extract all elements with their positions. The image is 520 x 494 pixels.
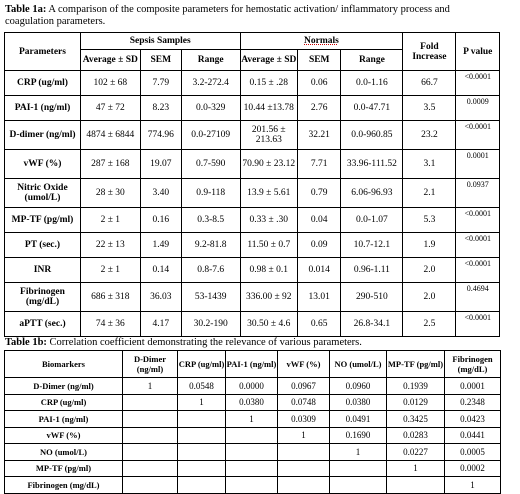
table-1b bbox=[4, 350, 501, 494]
correlation-cell bbox=[226, 460, 278, 477]
fold-increase-cell: 2.5 bbox=[403, 312, 456, 337]
correlation-cell bbox=[178, 477, 226, 494]
parameter-cell: CRP (ug/ml) bbox=[5, 71, 81, 96]
table-row bbox=[5, 444, 501, 461]
sepsis-sem-cell: 1.49 bbox=[140, 233, 181, 258]
sepsis-average-cell: 2 ± 1 bbox=[80, 208, 140, 233]
correlation-cell bbox=[330, 460, 387, 477]
p-value-cell: <0.0001 bbox=[456, 233, 500, 258]
biomarker-name-cell: CRP (ug/ml) bbox=[5, 394, 123, 411]
fold-increase-cell: 66.7 bbox=[403, 71, 456, 96]
correlation-cell bbox=[123, 394, 178, 411]
correlation-cell bbox=[178, 460, 226, 477]
correlation-cell bbox=[123, 411, 178, 428]
correlation-cell bbox=[178, 427, 226, 444]
table-1a-caption-text: A comparison of the composite parameters for hemostatic activation/ inflammatory process and coagulation parameters. bbox=[5, 4, 450, 27]
p-value-cell: <0.0001 bbox=[456, 121, 500, 150]
correlation-cell: 0.3425 bbox=[387, 411, 445, 428]
normals-average-cell: 0.33 ± .30 bbox=[240, 208, 298, 233]
normals-sem-cell: 32.21 bbox=[298, 121, 341, 150]
normals-sem-cell: 0.79 bbox=[298, 179, 341, 208]
table-row bbox=[5, 96, 500, 121]
correlation-cell: 0.0380 bbox=[226, 394, 278, 411]
correlation-cell bbox=[226, 477, 278, 494]
column-header: D-Dimer (ng/ml) bbox=[123, 351, 178, 378]
correlation-cell: 0.0380 bbox=[330, 394, 387, 411]
sepsis-range-cell: 0.0-329 bbox=[181, 96, 240, 121]
table-1b-caption-text: Correlation coefficient demonstrating the relevance of various parameters. bbox=[46, 337, 362, 348]
normals-sem-cell: 0.09 bbox=[298, 233, 341, 258]
column-header: Fibrinogen (mg/dL) bbox=[445, 351, 501, 378]
normals-average-cell: 0.15 ± .28 bbox=[240, 71, 298, 96]
normals-sem-cell: 2.76 bbox=[298, 96, 341, 121]
table-row bbox=[5, 179, 500, 208]
fold-increase-cell: 2.0 bbox=[403, 283, 456, 312]
parameter-cell: PAI-1 (ng/ml) bbox=[5, 96, 81, 121]
normals-range-cell: 0.0-1.07 bbox=[341, 208, 403, 233]
table-row bbox=[5, 378, 501, 395]
normals-range-cell: 0.0-960.85 bbox=[341, 121, 403, 150]
correlation-cell: 1 bbox=[123, 378, 178, 395]
sepsis-sem-cell: 0.16 bbox=[140, 208, 181, 233]
header-sepsis-samples: Sepsis Samples bbox=[80, 33, 240, 50]
p-value-cell: 0.0009 bbox=[456, 96, 500, 121]
normals-average-cell: 0.98 ± 0.1 bbox=[240, 258, 298, 283]
table-row bbox=[5, 121, 500, 150]
correlation-cell bbox=[123, 477, 178, 494]
correlation-cell bbox=[123, 444, 178, 461]
sepsis-average-cell: 102 ± 68 bbox=[80, 71, 140, 96]
p-value-cell: <0.0001 bbox=[456, 208, 500, 233]
table-1a-caption-label: Table 1a: bbox=[5, 4, 47, 15]
sepsis-average-cell: 686 ± 318 bbox=[80, 283, 140, 312]
normals-average-cell: 70.90 ± 23.12 bbox=[240, 150, 298, 179]
parameter-cell: INR bbox=[5, 258, 81, 283]
header-p-value: P value bbox=[456, 33, 500, 71]
table-row bbox=[5, 208, 500, 233]
correlation-cell bbox=[226, 427, 278, 444]
correlation-cell: 0.0227 bbox=[387, 444, 445, 461]
normals-range-cell: 26.8-34.1 bbox=[341, 312, 403, 337]
normals-sem-cell: 0.014 bbox=[298, 258, 341, 283]
column-header: NO (umol/L) bbox=[330, 351, 387, 378]
normals-average-cell: 10.44 ±13.78 bbox=[240, 96, 298, 121]
header-fold-increase: Fold Increase bbox=[403, 33, 456, 71]
header-normals bbox=[240, 33, 403, 50]
correlation-cell: 1 bbox=[226, 411, 278, 428]
fold-increase-cell: 2.1 bbox=[403, 179, 456, 208]
biomarker-name-cell: PAI-1 (ng/ml) bbox=[5, 411, 123, 428]
biomarker-name-cell: vWF (%) bbox=[5, 427, 123, 444]
correlation-cell: 0.2348 bbox=[445, 394, 501, 411]
header-normals-sem: SEM bbox=[298, 50, 341, 71]
fold-increase-cell: 23.2 bbox=[403, 121, 456, 150]
correlation-cell: 1 bbox=[387, 460, 445, 477]
normals-range-cell: 0.0-47.71 bbox=[341, 96, 403, 121]
table-row bbox=[5, 427, 501, 444]
sepsis-sem-cell: 4.17 bbox=[140, 312, 181, 337]
correlation-cell: 0.1690 bbox=[330, 427, 387, 444]
normals-sem-cell: 0.06 bbox=[298, 71, 341, 96]
header-sepsis-sem: SEM bbox=[140, 50, 181, 71]
header-normals-text: Normals bbox=[304, 36, 339, 46]
correlation-cell: 0.0309 bbox=[278, 411, 330, 428]
table-row bbox=[5, 460, 501, 477]
normals-range-cell: 0.96-1.11 bbox=[341, 258, 403, 283]
header-parameters: Parameters bbox=[5, 33, 81, 71]
parameter-cell: vWF (%) bbox=[5, 150, 81, 179]
header-row bbox=[5, 351, 501, 378]
parameter-cell: D-dimer (ng/ml) bbox=[5, 121, 81, 150]
correlation-cell bbox=[278, 477, 330, 494]
correlation-cell bbox=[123, 427, 178, 444]
sepsis-range-cell: 9.2-81.8 bbox=[181, 233, 240, 258]
sepsis-range-cell: 0.3-8.5 bbox=[181, 208, 240, 233]
correlation-cell bbox=[278, 460, 330, 477]
correlation-cell: 0.0967 bbox=[278, 378, 330, 395]
correlation-cell: 0.0002 bbox=[445, 460, 501, 477]
p-value-cell: 0.0937 bbox=[456, 179, 500, 208]
p-value-cell: <0.0001 bbox=[456, 312, 500, 337]
sepsis-sem-cell: 774.96 bbox=[140, 121, 181, 150]
table-1b-caption bbox=[5, 337, 505, 349]
normals-sem-cell: 13.01 bbox=[298, 283, 341, 312]
header-sepsis-range: Range bbox=[181, 50, 240, 71]
normals-range-cell: 290-510 bbox=[341, 283, 403, 312]
sepsis-average-cell: 28 ± 30 bbox=[80, 179, 140, 208]
correlation-cell: 0.0005 bbox=[445, 444, 501, 461]
fold-increase-cell: 2.0 bbox=[403, 258, 456, 283]
correlation-cell bbox=[226, 444, 278, 461]
table-row bbox=[5, 411, 501, 428]
sepsis-sem-cell: 0.14 bbox=[140, 258, 181, 283]
correlation-cell: 0.1939 bbox=[387, 378, 445, 395]
table-row bbox=[5, 394, 501, 411]
sepsis-sem-cell: 8.23 bbox=[140, 96, 181, 121]
correlation-cell: 0.0129 bbox=[387, 394, 445, 411]
sepsis-sem-cell: 36.03 bbox=[140, 283, 181, 312]
fold-increase-cell: 3.5 bbox=[403, 96, 456, 121]
parameter-cell: PT (sec.) bbox=[5, 233, 81, 258]
normals-average-cell: 201.56 ± 213.63 bbox=[240, 121, 298, 150]
correlation-cell bbox=[387, 477, 445, 494]
p-value-cell: 0.4694 bbox=[456, 283, 500, 312]
normals-range-cell: 6.06-96.93 bbox=[341, 179, 403, 208]
fold-increase-cell: 3.1 bbox=[403, 150, 456, 179]
correlation-cell: 0.0000 bbox=[226, 378, 278, 395]
correlation-cell: 0.0491 bbox=[330, 411, 387, 428]
normals-sem-cell: 7.71 bbox=[298, 150, 341, 179]
biomarker-name-cell: Fibrinogen (mg/dL) bbox=[5, 477, 123, 494]
correlation-cell: 0.0960 bbox=[330, 378, 387, 395]
table-row bbox=[5, 312, 500, 337]
correlation-cell bbox=[278, 444, 330, 461]
column-header: MP-TF (pg/ml) bbox=[387, 351, 445, 378]
table-1a bbox=[4, 32, 500, 337]
p-value-cell: 0.0001 bbox=[456, 150, 500, 179]
normals-average-cell: 336.00 ± 92 bbox=[240, 283, 298, 312]
correlation-cell: 0.0748 bbox=[278, 394, 330, 411]
header-normals-average-sd: Average ± SD bbox=[240, 50, 298, 71]
parameter-cell: MP-TF (pg/ml) bbox=[5, 208, 81, 233]
column-header: vWF (%) bbox=[278, 351, 330, 378]
parameter-cell: aPTT (sec.) bbox=[5, 312, 81, 337]
normals-average-cell: 11.50 ± 0.7 bbox=[240, 233, 298, 258]
p-value-cell: <0.0001 bbox=[456, 71, 500, 96]
header-biomarkers: Biomarkers bbox=[5, 351, 123, 378]
parameter-cell: Fibrinogen (mg/dL) bbox=[5, 283, 81, 312]
correlation-cell bbox=[123, 460, 178, 477]
correlation-cell bbox=[178, 411, 226, 428]
table-row bbox=[5, 258, 500, 283]
normals-range-cell: 0.0-1.16 bbox=[341, 71, 403, 96]
sepsis-average-cell: 287 ± 168 bbox=[80, 150, 140, 179]
correlation-cell: 0.0001 bbox=[445, 378, 501, 395]
header-sepsis-average-sd: Average ± SD bbox=[80, 50, 140, 71]
sepsis-range-cell: 30.2-190 bbox=[181, 312, 240, 337]
biomarker-name-cell: D-Dimer (ng/ml) bbox=[5, 378, 123, 395]
normals-sem-cell: 0.04 bbox=[298, 208, 341, 233]
normals-range-cell: 33.96-111.52 bbox=[341, 150, 403, 179]
table-1a-caption bbox=[5, 4, 500, 28]
correlation-cell: 1 bbox=[178, 394, 226, 411]
biomarker-name-cell: MP-TF (pg/ml) bbox=[5, 460, 123, 477]
correlation-cell: 1 bbox=[278, 427, 330, 444]
table-row bbox=[5, 150, 500, 179]
header-normals-range: Range bbox=[341, 50, 403, 71]
column-header: PAI-1 (ng/ml) bbox=[226, 351, 278, 378]
table-row bbox=[5, 233, 500, 258]
correlation-cell: 1 bbox=[445, 477, 501, 494]
sepsis-range-cell: 53-1439 bbox=[181, 283, 240, 312]
correlation-cell: 0.0548 bbox=[178, 378, 226, 395]
correlation-cell: 0.0441 bbox=[445, 427, 501, 444]
correlation-cell: 1 bbox=[330, 444, 387, 461]
sepsis-range-cell: 0.9-118 bbox=[181, 179, 240, 208]
sepsis-sem-cell: 7.79 bbox=[140, 71, 181, 96]
p-value-cell: <0.0001 bbox=[456, 258, 500, 283]
normals-average-cell: 30.50 ± 4.6 bbox=[240, 312, 298, 337]
sepsis-average-cell: 4874 ± 6844 bbox=[80, 121, 140, 150]
fold-increase-cell: 5.3 bbox=[403, 208, 456, 233]
sepsis-average-cell: 22 ± 13 bbox=[80, 233, 140, 258]
parameter-cell: Nitric Oxide (umol/L) bbox=[5, 179, 81, 208]
table-row bbox=[5, 283, 500, 312]
sepsis-sem-cell: 3.40 bbox=[140, 179, 181, 208]
correlation-cell bbox=[330, 477, 387, 494]
sepsis-sem-cell: 19.07 bbox=[140, 150, 181, 179]
correlation-cell bbox=[178, 444, 226, 461]
sepsis-range-cell: 0.7-590 bbox=[181, 150, 240, 179]
sepsis-range-cell: 0.0-27109 bbox=[181, 121, 240, 150]
table-1b-caption-label: Table 1b: bbox=[5, 337, 47, 348]
table-row bbox=[5, 477, 501, 494]
column-header: CRP (ug/ml) bbox=[178, 351, 226, 378]
normals-range-cell: 10.7-12.1 bbox=[341, 233, 403, 258]
normals-average-cell: 13.9 ± 5.61 bbox=[240, 179, 298, 208]
normals-sem-cell: 0.65 bbox=[298, 312, 341, 337]
sepsis-average-cell: 47 ± 72 bbox=[80, 96, 140, 121]
sepsis-average-cell: 2 ± 1 bbox=[80, 258, 140, 283]
table-row bbox=[5, 71, 500, 96]
sepsis-range-cell: 0.8-7.6 bbox=[181, 258, 240, 283]
correlation-cell: 0.0423 bbox=[445, 411, 501, 428]
sepsis-range-cell: 3.2-272.4 bbox=[181, 71, 240, 96]
sepsis-average-cell: 74 ± 36 bbox=[80, 312, 140, 337]
correlation-cell: 0.0283 bbox=[387, 427, 445, 444]
biomarker-name-cell: NO (umol/L) bbox=[5, 444, 123, 461]
fold-increase-cell: 1.9 bbox=[403, 233, 456, 258]
